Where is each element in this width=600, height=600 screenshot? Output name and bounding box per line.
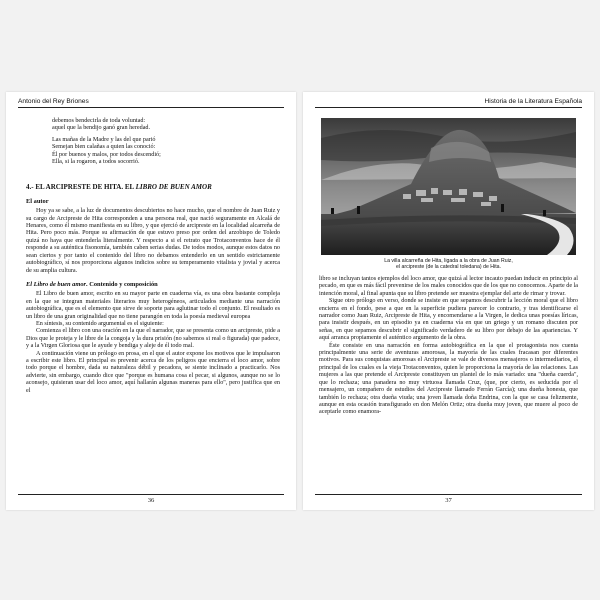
left-page-number: 36 — [18, 494, 284, 504]
subheading-libro — [26, 281, 280, 288]
verse-line: Él por buenos y malos, por todos descendió; — [52, 151, 161, 158]
verse-line: Semejan bien calañas a quien las conoció: — [52, 144, 156, 151]
left-page-body — [26, 118, 280, 395]
paragraph: Éste consiste en una narración en forma autobiográfica en la que el protagonista nos cuenta principalmente una serie de aventuras amorosas, la mayoría de las cuales fracasan por diferentes motivos. Para sus conquistas amorosas el Arcipreste se vale de diversos mensajeros o intermediarios, el principal de los cuales es la vieja Trotaconventos, quien le proporciona la mayoría de las relaciones. Las mujeres a las que pretende el Arcipreste constituyen un plantel de lo más variado: una "dueña cuerda", que lo rechaza; una panadera no muy virtuosa llamada Cruz, (que, por cierto, es seducida por el mensajero, un compañero de estudios del Arcipreste llamado Ferrán García); una dueña honesta, que también lo rechaza; otra dueña viuda; una joven llamada doña Endrina, con la que se casa felizmente, aunque en esta ocasión transfigurado en don Melón Ortiz; otra dueña muy joven, que muere al poco de aceptarle como enamora- — [319, 342, 578, 416]
verse-line: aquel que la bendijo ganó gran heredad. — [52, 125, 151, 132]
hita-landscape-image — [321, 118, 576, 255]
paragraph: libro se incluyan tantos ejemplos del loco amor, que quizá al lector incauto puedan inducir en principio al pecado, en que es más fácil prevenirse de los males conocidos que de los que no conocemos. Aparte de la intención moral, al final apunta que su libro pretende ser muestra ejemplar del arte de rimar y trovar. — [319, 276, 579, 297]
paragraph: En síntesis, su contenido argumental es el siguiente: — [36, 320, 164, 327]
subheading-autor: El autor — [26, 197, 49, 205]
section-title-text: 4.- EL ARCIPRESTE DE HITA. EL — [26, 183, 136, 192]
verse-line: Las mañas de la Madre y las del que parió — [52, 136, 156, 143]
subheading-libro-italic: El Libro de buen amor — [26, 280, 87, 288]
verse-stanza — [52, 137, 280, 167]
subheading-libro-text: . Contenido y composición — [86, 280, 158, 288]
photo-caption — [321, 258, 576, 271]
caption-line: La villa alcarreña de Hita, ligada a la obra de Juan Ruiz, — [384, 258, 513, 264]
right-page-body — [319, 276, 578, 417]
left-page — [6, 92, 296, 510]
verse-line: debemos bendecirla de toda voluntad: — [52, 118, 146, 124]
paragraph: Comienza el libro con una oración en la que el narrador, que se presenta como un arcipreste, pide a Dios que le proteja y le libre de la congoja y la dura prisión (no sabemos si real o figurada) que padece, y a la Virgen Gloriosa que le ayude y bendiga y aleje de él todo mal. — [26, 328, 280, 350]
paragraph: A continuación viene un prólogo en prosa, en el que el autor expone los motivos que le impulsaron a escribir este libro. El principal es prevenir acerca de los peligros que encierra el loco amor, sobre todo porque el hombre, dada su naturaleza débil y pecadora, se siente inclinado a practicarlo. Nos advierte, sin embargo, cuando dice que "porque es humana cosa el pecar, si algunos, aunque no se lo aconsejo, quisieran usar del loco amor, aquí hallarán algunas maneras para ello", pero justifica que en el — [26, 350, 280, 394]
paragraph: Hoy ya se sabe, a la luz de documentos descubiertos no hace mucho, que el nombre de Juan Ruiz y su cargo de Arcipreste de Hita corresponden a una persona real, que nació seguramente en Alcalá de Henares, como él mismo manifiesta en su libro, y que ejerció de arcipreste en la localidad alcarreña de Hita. Pero poco más. Porque su afirmación de que estuvo preso por orden del arzobispo de Toledo quizá no haya que entenderla literalmente. Y respecto a si el retrato que Trotaconventos hace de él responde a su auténtica fisonomía, también caben serias dudas. De todos modos, aunque estos datos no sean ciertos y por tanto el contenido del libro no debamos entenderlo en un sentido estrictamente autobiográfico, sí nos proporciona algunos indicios sobre su temperamento vitalista y jovial y acerca de su amplia cultura. — [26, 208, 280, 274]
right-running-header: Historia de la Literatura Española — [315, 98, 582, 108]
right-page-number: 37 — [315, 494, 582, 504]
right-page — [303, 92, 594, 510]
verse-stanza — [52, 118, 280, 133]
paragraph: El Libro de buen amor, escrito en su mayor parte en cuaderna vía, es una obra bastante compleja en la que se integran materiales literarios muy heterogéneos, articulados mediante una narración autobiográfica, que es el elemento que sirve de soporte para aglutinar todo el conjunto. El resultado es un libro de una gran originalidad que no tiene parangón en toda la poesía medieval europea — [26, 291, 280, 320]
verse-block — [52, 118, 280, 166]
paragraph: Sigue otro prólogo en verso, donde se insiste en que sepamos descubrir la lección moral que el libro encierra en el fondo, pese a que en la superficie pudiera parecer lo contrario, y tras identificarse el narrador como Juan Ruiz, Arcipreste de Hita, y encomendarse a la Virgen, le dedica unas poesías líricas, para insistir después, en un episodio ya en cuaderna vía en que un griego y un romano discuten por señas, en que sepamos descubrir el significado verdadero de su libro por debajo de las apariencias. Y aquí arranca propiamente el auténtico argumento de la obra. — [319, 298, 578, 342]
section-title — [26, 184, 280, 191]
hita-photo — [321, 118, 576, 255]
caption-line: el arcipreste (de la catedral toledana) de Hita. — [396, 264, 501, 271]
section-title-italic: LIBRO DE BUEN AMOR — [135, 183, 212, 192]
verse-line: Ella, si la rogaron, a todos socorrió. — [52, 159, 140, 166]
left-running-header: Antonio del Rey Briones — [18, 98, 284, 108]
